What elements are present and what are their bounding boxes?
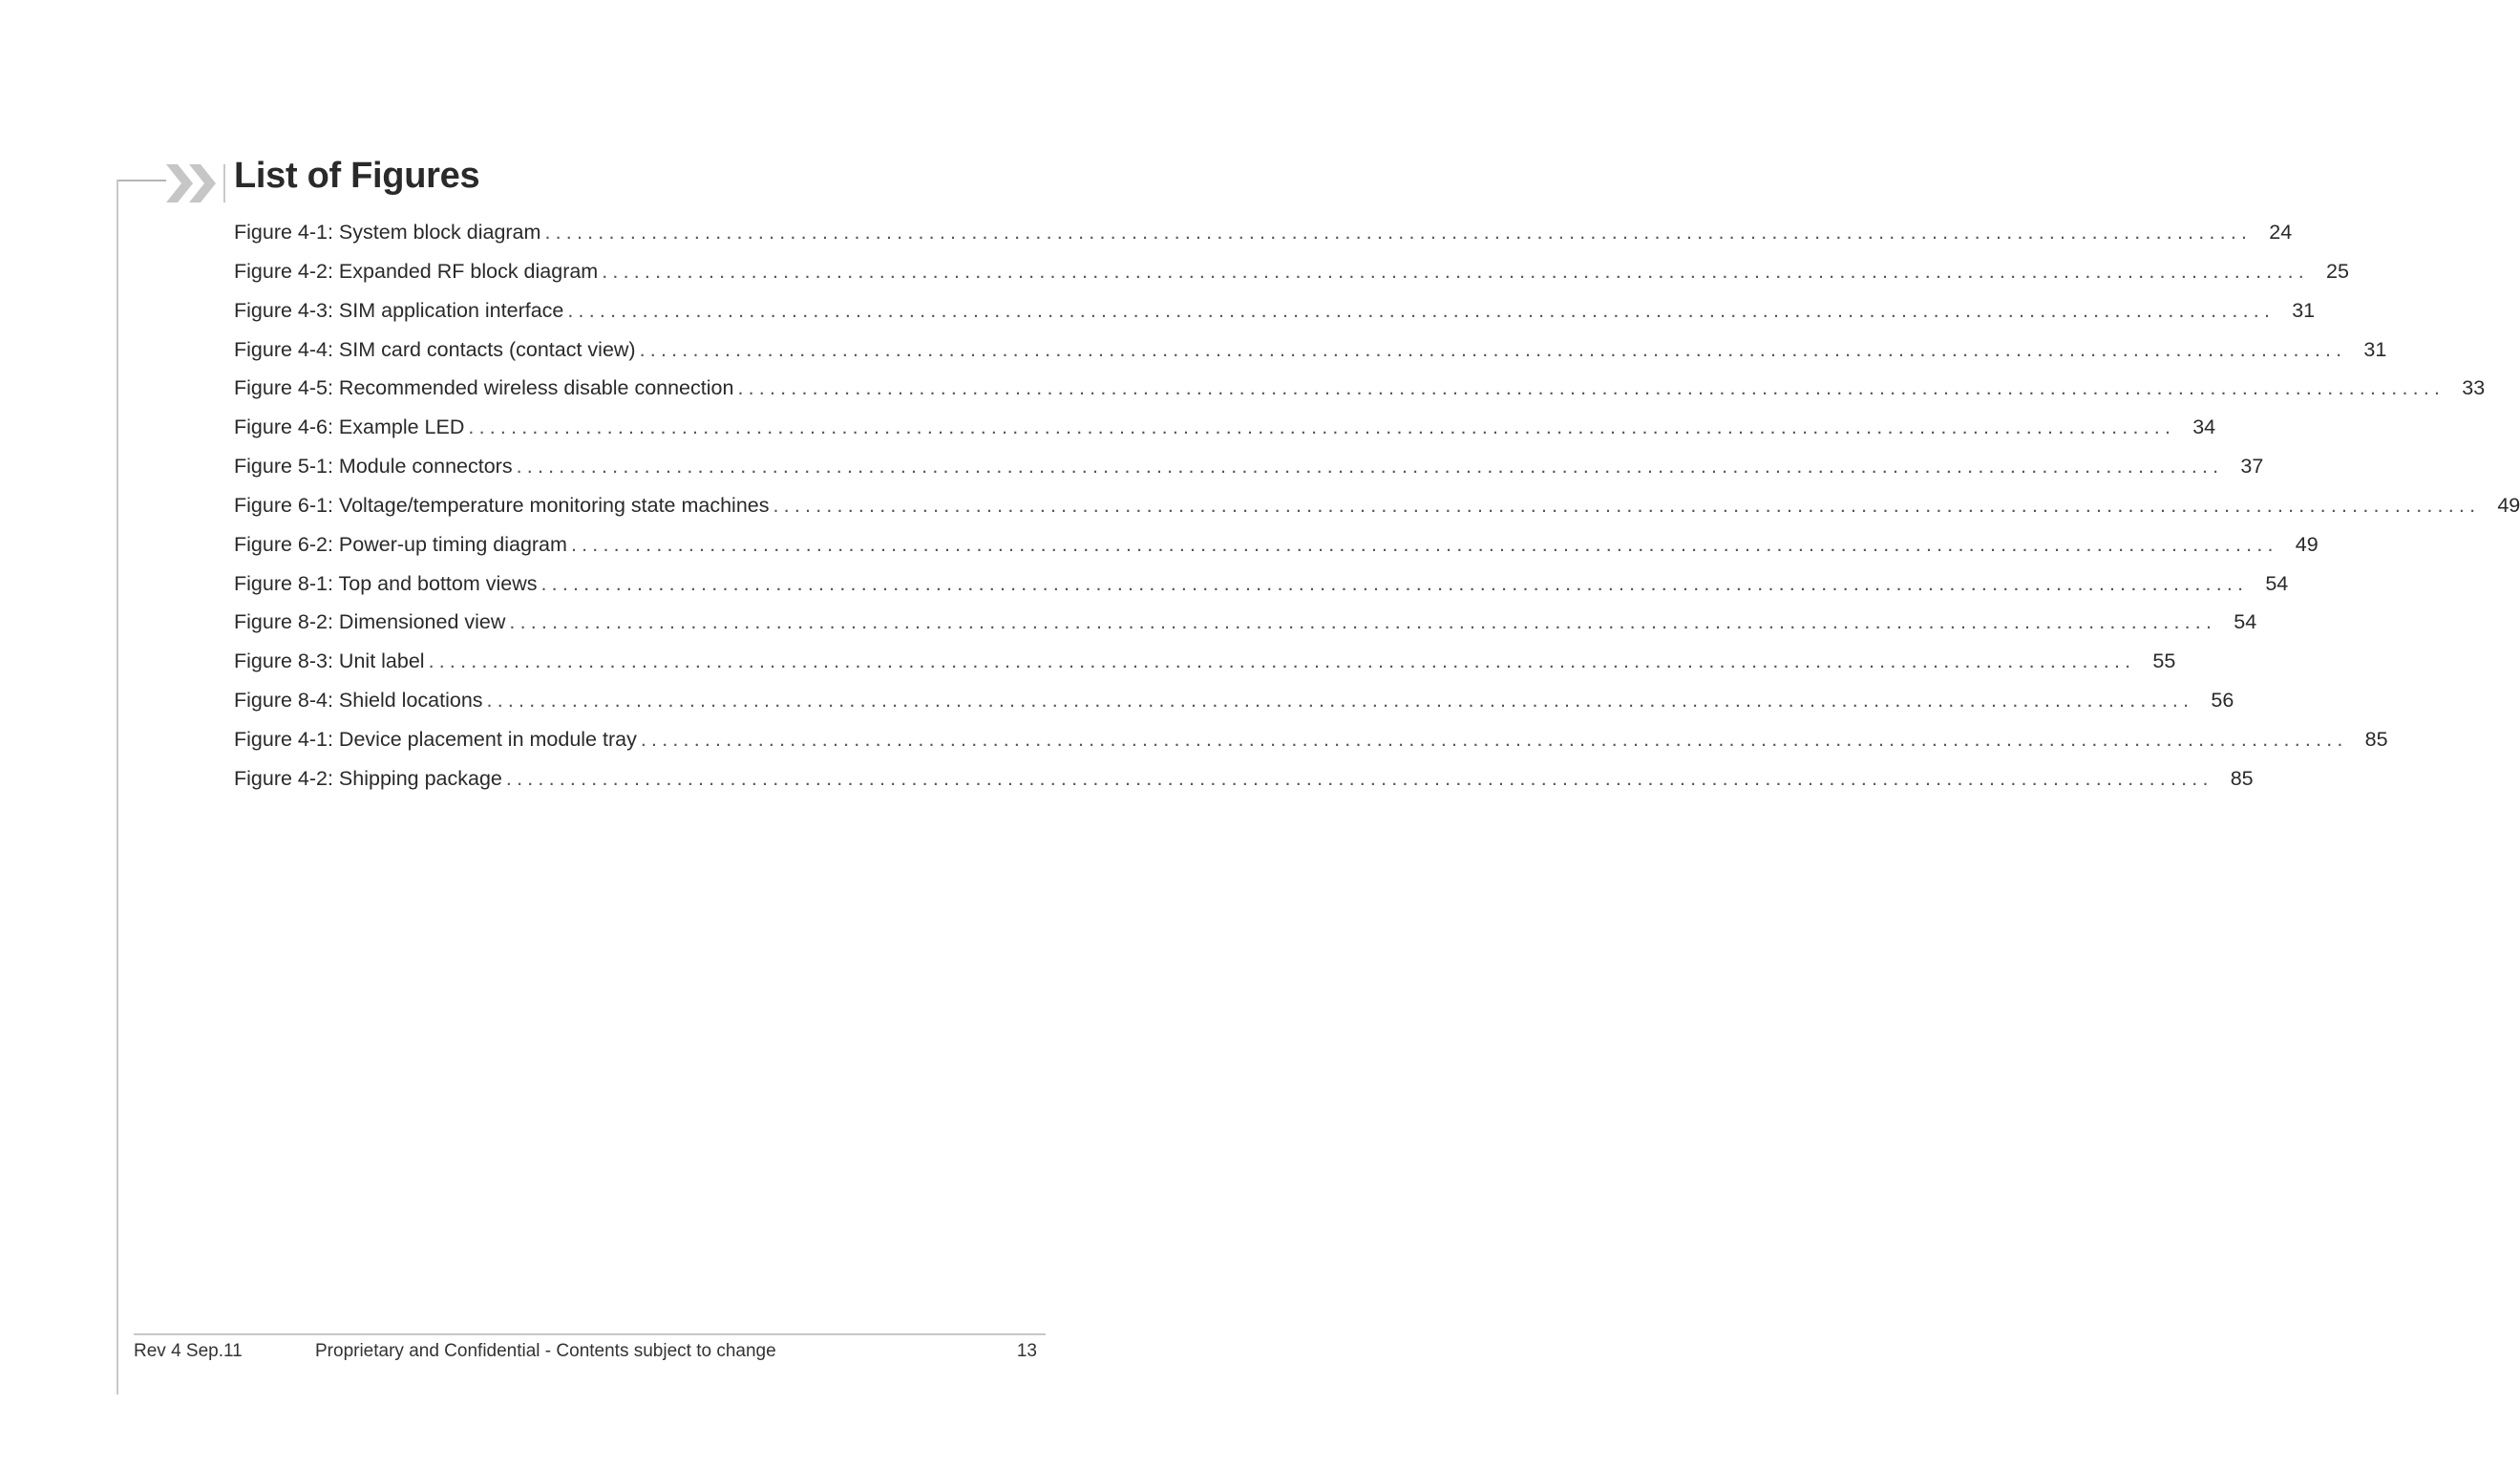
toc-dot-leader: ................................................................................................................................................................ [567, 298, 2276, 322]
toc-entry-page: 54 [2265, 571, 2289, 595]
list-of-figures [234, 221, 2520, 806]
toc-dot-leader: ................................................................................................................................................................ [468, 415, 2176, 439]
double-chevron-right-icon [164, 162, 222, 204]
toc-dot-leader: ................................................................................................................................................................ [773, 493, 2481, 517]
toc-entry-page: 54 [2234, 610, 2257, 634]
toc-entry-label: Figure 4-3: SIM application interface [234, 298, 564, 322]
toc-entry-page: 25 [2326, 259, 2349, 283]
title-divider [223, 164, 225, 202]
toc-entry[interactable] [234, 298, 2316, 338]
toc-entry-label: Figure 4-4: SIM card contacts (contact view) [234, 337, 636, 361]
toc-entry[interactable] [234, 571, 2289, 611]
toc-entry-label: Figure 5-1: Module connectors [234, 455, 513, 479]
footer-rule [134, 1333, 1046, 1335]
toc-entry[interactable] [234, 610, 2257, 649]
toc-entry-label: Figure 4-6: Example LED [234, 415, 465, 439]
toc-entry[interactable] [234, 532, 2319, 572]
toc-dot-leader: ................................................................................................................................................................ [602, 259, 2309, 283]
toc-entry[interactable] [234, 376, 2486, 415]
toc-entry-page: 56 [2211, 689, 2234, 713]
toc-dot-leader: ................................................................................................................................................................ [544, 221, 2253, 244]
toc-entry[interactable] [234, 649, 2176, 689]
footer-notice: Proprietary and Confidential - Contents subject to change [315, 1341, 776, 1361]
toc-entry-label: Figure 6-1: Voltage/temperature monitoring state machines [234, 493, 770, 517]
toc-entry-label: Figure 8-2: Dimensioned view [234, 610, 506, 634]
toc-entry[interactable] [234, 259, 2349, 299]
toc-dot-leader: ................................................................................................................................................................ [639, 337, 2347, 361]
toc-entry[interactable] [234, 221, 2293, 260]
toc-entry-page: 31 [2363, 337, 2387, 361]
toc-entry-page: 49 [2295, 532, 2319, 556]
toc-entry-page: 37 [2240, 455, 2264, 479]
toc-entry-page: 85 [2230, 766, 2254, 790]
toc-entry[interactable] [234, 727, 2388, 767]
toc-entry-page: 85 [2364, 727, 2388, 751]
footer-revision: Rev 4 Sep.11 [134, 1341, 243, 1361]
toc-entry[interactable] [234, 455, 2264, 494]
toc-entry[interactable] [234, 689, 2234, 728]
margin-rule-vertical [116, 180, 118, 1394]
toc-entry-label: Figure 8-4: Shield locations [234, 689, 483, 713]
toc-dot-leader: ................................................................................................................................................................ [737, 376, 2446, 400]
toc-entry-label: Figure 6-2: Power-up timing diagram [234, 532, 567, 556]
toc-dot-leader: ................................................................................................................................................................ [509, 610, 2217, 634]
toc-dot-leader: ................................................................................................................................................................ [486, 689, 2194, 713]
toc-entry-label: Figure 4-2: Shipping package [234, 766, 502, 790]
toc-dot-leader: ................................................................................................................................................................ [570, 532, 2278, 556]
margin-rule-horizontal [116, 180, 166, 181]
toc-entry-page: 31 [2292, 298, 2316, 322]
toc-dot-leader: ................................................................................................................................................................ [540, 571, 2249, 595]
toc-dot-leader: ................................................................................................................................................................ [640, 727, 2348, 751]
page-title: List of Figures [234, 156, 480, 196]
toc-dot-leader: ................................................................................................................................................................ [516, 455, 2224, 479]
footer-page-number: 13 [1016, 1341, 1037, 1361]
toc-entry-page: 49 [2497, 493, 2520, 517]
toc-entry-page: 33 [2462, 376, 2486, 400]
toc-entry[interactable] [234, 337, 2387, 377]
toc-entry-label: Figure 4-1: System block diagram [234, 221, 541, 244]
toc-entry-page: 55 [2152, 649, 2176, 673]
toc-entry-page: 34 [2192, 415, 2216, 439]
toc-entry[interactable] [234, 493, 2520, 533]
toc-entry-label: Figure 8-1: Top and bottom views [234, 571, 538, 595]
toc-entry[interactable] [234, 766, 2254, 806]
toc-dot-leader: ................................................................................................................................................................ [505, 766, 2213, 790]
toc-entry-label: Figure 4-2: Expanded RF block diagram [234, 259, 599, 283]
toc-entry-label: Figure 4-5: Recommended wireless disable connection [234, 376, 734, 400]
toc-dot-leader: ................................................................................................................................................................ [428, 649, 2136, 673]
toc-entry-label: Figure 8-3: Unit label [234, 649, 425, 673]
toc-entry[interactable] [234, 415, 2216, 455]
toc-entry-page: 24 [2269, 221, 2293, 244]
toc-entry-label: Figure 4-1: Device placement in module tray [234, 727, 637, 751]
